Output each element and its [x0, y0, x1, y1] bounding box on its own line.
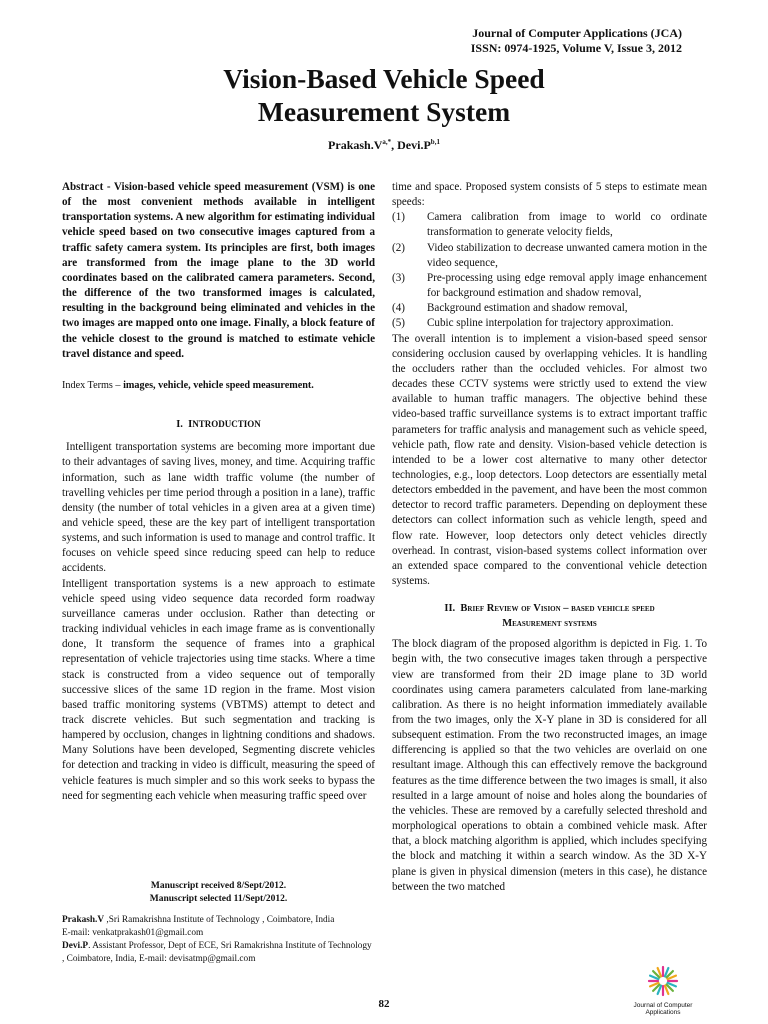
index-terms — [62, 378, 375, 393]
index-terms-label: Index Terms – — [62, 379, 124, 391]
affiliation-2 — [62, 940, 375, 966]
section-2-number: II. — [444, 603, 456, 615]
list-item: (2) Video stabilization to decrease unwanted camera motion in the video sequence, — [392, 241, 707, 269]
journal-name: Journal of Computer Applications (JCA) — [472, 26, 682, 40]
intro-paragraph-1: Intelligent transportation systems are becoming more important due to their advantages of saving lives, money, and time. Acquiring traffic information, such as lane width traffic volume (the number of travelling vehicles per time period through a position in a lane), traffic density (the number of total vehicles in a given area at a given time) and vehicle speed, these are the key part of intelligent transportation systems, and such information is used to manage and control traffic. It focuses on vehicle speed since reducing speed can help to reduce accidents. — [62, 441, 375, 575]
intro-paragraph-3: time and space. Proposed system consists of 5 steps to estimate mean speeds: — [392, 181, 707, 209]
list-item: (4) Background estimation and shadow removal, — [392, 302, 628, 315]
title-line-2: Measurement System — [257, 96, 511, 127]
journal-logo-icon — [646, 965, 680, 997]
intro-paragraph-2: Intelligent transportation systems is a new approach to estimate vehicle speed using video sequence data recorded form roadway surveillance cameras under occlusion. Rather than detecting or tracking individual vehicles in each image frame as is conventionally done, It transform the sequence of frames into a graphical representation of vehicle trajectories using time stacks. Where a time stack is constructed from a video sequence out of temporally successive slices of the same 1D region in the frame. Most vision based traffic monitoring systems (VBTMS) attempt to detect and track discrete vehicles. But such segmentation and tracking is hampered by occlusion, changes in lightning conditions and shadows. Many Solutions have been developed, Segmenting discrete vehicles for detection and tracking in video is difficult, measuring the speed of vehicle features is much simpler and so this work seeks to bypass the need for segmenting each vehicle when measuring traffic speed over — [62, 577, 375, 802]
list-item: (3) Pre-processing using edge removal apply image enhancement for background estimation and shadow removal, — [392, 271, 707, 300]
list-item: (1) Camera calibration from image to world co ordinate transformation to generate velocity fields, — [392, 211, 707, 239]
section-1-heading — [62, 417, 375, 432]
author-1-sup: a,* — [382, 138, 392, 146]
left-column — [62, 180, 375, 804]
section-2-heading — [392, 601, 707, 631]
author-2: Devi.P — [397, 138, 431, 152]
review-paragraph-1: The block diagram of the proposed algorithm is depicted in Fig. 1. To begin with, the two consecutive images taken through a perspective view are transformed from their 2D image plane to 3D world coordinates using camera parameters calculated from lane-marking calibration. As there is no height information immediately available from the two images, only the X-Y plane in 3D is considered for all subsequent estimation. From the two reconstructed images, an image differencing is applied so that the two vehicles are overlaid on one resultant image. Although this can effectively remove the background features as the time difference between the two images is small, it also resulted in a large amount of noise and holes along the boundaries of the vehicles. These are removed by a carefully selected threshold and morphological operations to obtain a combined vehicle mask. After that, a block matching algorithm is applied, which includes specifying the block and matching it within a search window. As the 3D X-Y plane is given in physical dimension (meters in this case), he distance between the two matched — [392, 638, 707, 893]
section-1-title-rest: NTRODUCTION — [192, 419, 261, 430]
affiliations — [62, 914, 375, 966]
right-column — [392, 180, 707, 895]
author-1: Prakash.V — [328, 138, 383, 152]
author-line — [0, 138, 768, 153]
affiliation-2-name: Devi.P — [62, 941, 89, 951]
affiliation-1 — [62, 914, 375, 927]
affiliation-1-name: Prakash.V — [62, 915, 105, 925]
manuscript-selected: Manuscript selected 11/Sept/2012. — [149, 894, 288, 904]
affiliation-1-email: E-mail: venkatprakash01@gmail.com — [62, 928, 204, 938]
title-line-1: Vision-Based Vehicle Speed — [223, 63, 545, 94]
section-2-heading-line-1: Brief Review of Vision – based vehicle speed — [460, 603, 655, 615]
abstract: Abstract - Vision-based vehicle speed measurement (VSM) is one of the most convenient methods available in intelligent transportation systems. A new algorithm for estimating individual vehicle speed based on two consecutive images captured from a traffic safety camera system. Its principles are first, both images are transformed from the image plane to the 3D world coordinates based on the calibrated camera parameters. Second, the difference of the two transformed images is calculated, resulting in the background being eliminated and vehicles in the two images are mapped onto one image. Finally, a block feature of the vehicle closest to the ground is matched to estimate vehicle travel distance and speed. — [62, 181, 375, 360]
journal-logo — [628, 965, 698, 1016]
paper-title — [0, 62, 768, 128]
logo-text-line-1: Journal of Computer — [633, 1002, 693, 1009]
affiliation-2-text: . Assistant Professor, Dept of ECE, Sri Ramakrishna Institute of Technology , Coimbatore, India, E-mail: devisatmp@gmail.com — [62, 941, 372, 964]
page-number: 82 — [378, 998, 390, 1010]
author-2-sup: b,1 — [430, 138, 440, 146]
logo-text-line-2: Applications — [645, 1009, 681, 1016]
affiliation-1-text: ,Sri Ramakrishna Institute of Technology , Coimbatore, India — [104, 915, 335, 925]
intro-paragraph-4: The overall intention is to implement a vision-based speed sensor considering occlusion caused by overlapping vehicles. It is handling the occluders rather than the occluded vehicles. For almost two decades these CCTV systems were strictly used to extend the view available to human traffic managers. The objective behind these video-based traffic surveillance systems is to extract important traffic parameters for traffic analysis and management such as vehicle speed, vehicle path, flow rate and density. Vision-based vehicle detection is intended to be a lower cost alternative to many other detector technologies, e.g., loop detectors. Loop detectors are essentially metal detectors embedded in the pavement, and have been the most common detector to record traffic parameters. Depending on deployment these detectors can collect information such as vehicle length, speed and flow rate. However, loop detectors only detect vehicles directly overhead. In contrast, vision-based systems collect information over an extended space compared to the conventional vehicle detection systems. — [392, 332, 707, 588]
manuscript-dates — [62, 880, 375, 906]
journal-header — [471, 26, 682, 56]
section-1-number: I. — [176, 419, 183, 431]
section-1-first-letter: I — [188, 419, 193, 431]
list-item: (5) Cubic spline interpolation for trajectory approximation. — [392, 317, 674, 330]
section-2-heading-line-2: Measurement systems — [502, 618, 597, 630]
steps-list — [392, 210, 707, 331]
manuscript-received: Manuscript received 8/Sept/2012. — [150, 881, 287, 891]
journal-issn: ISSN: 0974-1925, Volume V, Issue 3, 2012 — [470, 41, 682, 55]
author-separator: , — [391, 138, 398, 152]
index-terms-keywords: images, vehicle, vehicle speed measurement. — [123, 379, 314, 391]
